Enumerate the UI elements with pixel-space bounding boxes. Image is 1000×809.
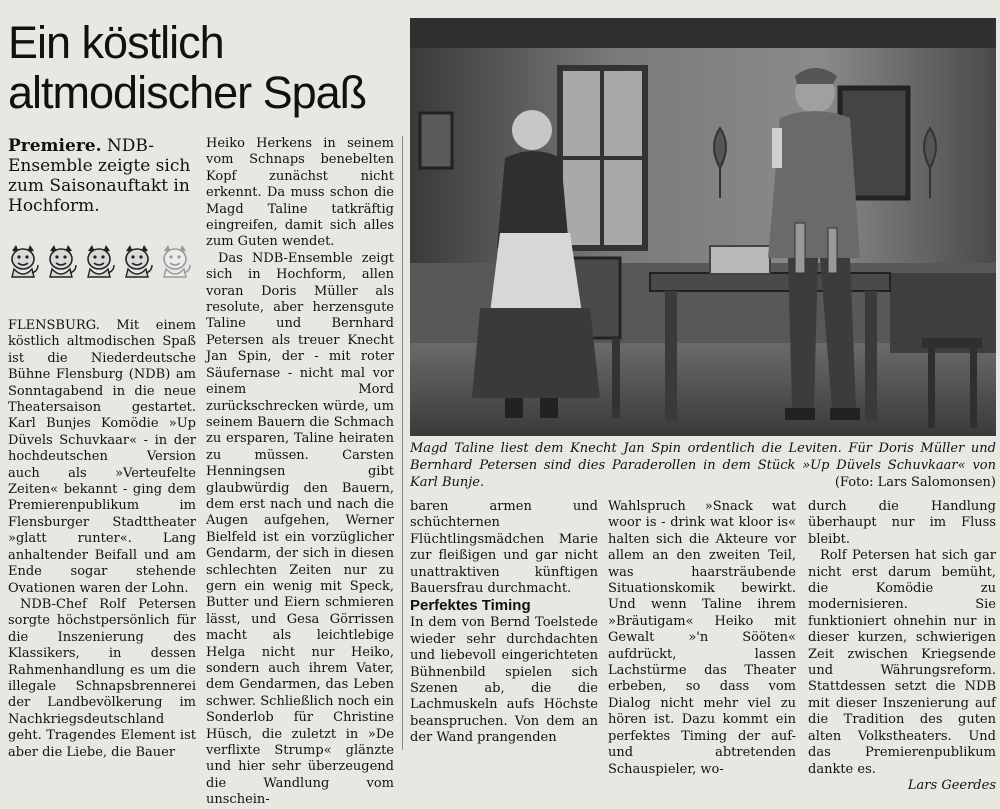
body-paragraph: durch die Handlung überhaupt nur im Fluss bleibt. (808, 499, 996, 547)
headline: Ein köstlich altmodischer Spaß (8, 17, 367, 118)
rating-devil-icon (44, 243, 78, 279)
rating-devil-icon (120, 243, 154, 279)
deck-kicker: Premiere. (8, 136, 102, 156)
body-paragraph: Heiko Herkens in seinem vom Schnaps benebelten Kopf zunächst nicht erkennt. Da muss schon die Magd Taline tatkräftig eingreifen, damit sich alles zum Guten wendet. (206, 136, 394, 250)
caption-text: Magd Taline liest dem Knecht Jan Spin ordentlich die Leviten. Für Doris Müller und Bernhard Petersen sind dies Paraderollen in dem Stück »Up Düvels Schuvkaar« von Karl Bunje. (410, 441, 996, 490)
rating-devil-icon (82, 243, 116, 279)
stage-photo (410, 18, 996, 436)
rating (6, 243, 196, 283)
rating-devil-icon (6, 243, 40, 279)
rating-devil-icon (158, 243, 192, 279)
body-column-3 (410, 499, 598, 750)
body-column-2 (206, 136, 394, 808)
body-paragraph: Wahlspruch »Snack wat woor is - drink wat kloor is« halten sich die Akteure vor allem an den zweiten Teil, was haarsträubende Situationskomik bewirkt. Und wenn Taline ihrem »Bräutigam« Heiko mit Gewalt »'n Sööten« aufdrückt, lassen Lachstürme das Theater erbeben, so dass vom Dialog nicht mehr viel zu hören ist. Dazu kommt ein perfektes Timing der auf- und abtretenden Schauspieler, wo- (608, 499, 796, 777)
photo-caption (410, 440, 996, 491)
deck (8, 136, 196, 216)
body-paragraph: Rolf Petersen hat sich gar nicht erst darum bemüht, die Komödie zu modernisieren. Sie funktioniert ohnehin nur in dieser kurzen, schwierigen Zeit zwischen Kriegsende und Währungsreform. Stattdessen setzt die NDB mit dieser Inszenierung auf die Tradition des guten alten Volkstheaters. Und das Premierenpublikum dankte es. (808, 548, 996, 777)
body-paragraph: FLENSBURG. Mit einem köstlich altmodischen Spaß ist die Niederdeutsche Bühne Flensburg (NDB) am Sonntagabend in die neue Theatersaison gestartet. Karl Bunjes Komödie »Up Düvels Schuvkaar« - in der hochdeutschen Version auch als »Verteufelte Zeiten« bekannt - ging dem Premierenpublikum im Flensburger Stadttheater »glatt runter«. Lang anhaltender Beifall und am Ende sogar stehende Ovationen waren der Lohn. (8, 318, 196, 596)
body-paragraph: baren armen und schüchternen Flüchtlingsmädchen Marie zur fleißigen und gar nicht unattraktiven künftigen Bauersfrau durchmacht. (410, 499, 598, 597)
body-paragraph: In dem von Bernd Toelstede wieder sehr durchdachten und liebevoll eingerichteten Bühnenbild spielen sich Szenen ab, die die Lachmuskeln aufs Höchste beanspruchen. Von dem an der Wand prangenden (410, 615, 598, 746)
photo-credit: (Foto: Lars Salomonsen) (834, 475, 996, 490)
stage-photo-image (410, 18, 996, 436)
body-column-4 (608, 499, 796, 777)
author-byline: Lars Geerdes (907, 777, 996, 793)
body-paragraph: Das NDB-Ensemble zeigt sich in Hochform, allen voran Doris Müller als resolute, aber herzensgute Taline und Bernhard Petersen als treuer Knecht Jan Spin, der - mit roter Säufernase - nicht mal vor einem Mord zurückschrecken würde, um seinem Bauern die Schmach zu ersparen, Taline heiraten zu müssen. Carsten Henningsen gibt glaubwürdig den Bauern, dem erst nach und nach die Augen aufgehen, Werner Bielfeld ist ein vorzüglicher Gendarm, der sich in diesen schlechten Zeiten nur zu gern ein wenig mit Speck, Butter und Eiern schmieren lässt, und Gesa Görrissen macht als leichtlebige Helga nicht nur Heiko, sondern auch ihrem Vater, dem Gendarmen, das Leben schwer. Schließlich noch ein Sonderlob für Christine Hüsch, die zuletzt in »De verflixte Strump« glänzte und hier sehr überzeugend die Wandlung vom unschein- (206, 250, 394, 808)
body-column-5 (808, 499, 996, 793)
deck-text: NDB-Ensemble zeigte sich zum Saisonauftakt in Hochform. (8, 136, 191, 216)
body-paragraph: NDB-Chef Rolf Petersen sorgte höchstpersönlich für die Inszenierung des Klassikers, in dessen Rahmenhandlung es um die illegale Schnapsbrennerei der Landbevölkerung im Nachkriegsdeutschland geht. Tragendes Element ist aber die Liebe, die Bauer (8, 596, 196, 760)
column-rule (402, 136, 403, 750)
body-column-1 (8, 318, 196, 760)
subheading: Perfektes Timing (410, 597, 531, 615)
